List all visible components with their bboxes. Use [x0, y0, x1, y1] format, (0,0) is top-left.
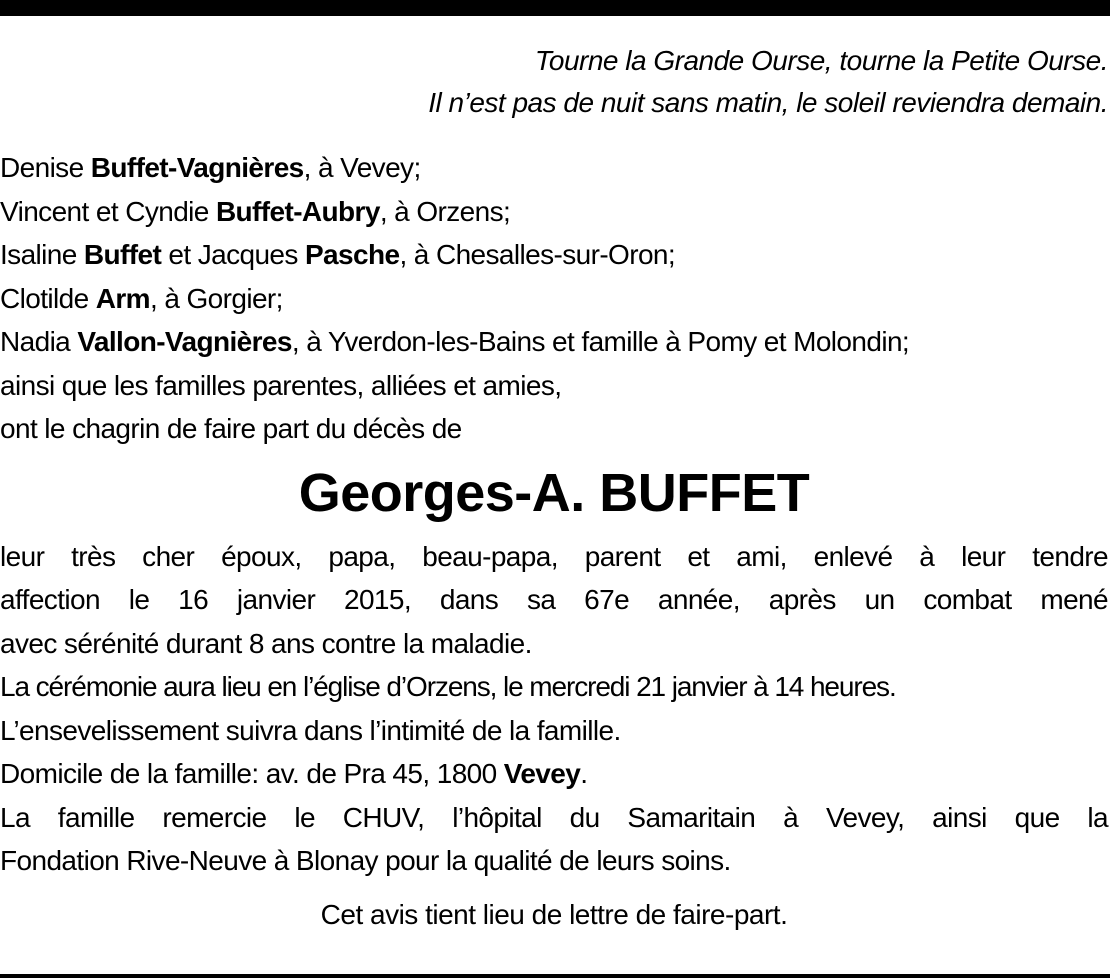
obituary-notice — [0, 40, 1108, 936]
thanks-line-2: Fondation Rive-Neuve à Blonay pour la qualité de leurs soins. — [0, 845, 731, 876]
mourner-line: Vincent et Cyndie Buffet-Aubry, à Orzens; — [0, 195, 511, 227]
epigraph-line-2: Il n’est pas de nuit sans matin, le soleil reviendra demain. — [428, 87, 1108, 118]
description-line-2: affection le 16 janvier 2015, dans sa 67e année, après un combat mené — [0, 584, 1108, 615]
intro-line-1: ainsi que les familles parentes, alliées et amies, — [0, 369, 562, 401]
top-rule — [0, 0, 1110, 16]
epigraph-line-1: Tourne la Grande Ourse, tourne la Petite Ourse. — [534, 45, 1108, 76]
intro-line-2: ont le chagrin de faire part du décès de — [0, 413, 462, 444]
burial-info: L’ensevelissement suivra dans l’intimité de la famille. — [0, 714, 621, 746]
closing-note: Cet avis tient lieu de lettre de faire-part. — [320, 898, 788, 930]
epigraph — [0, 40, 1108, 124]
description-line-1: leur très cher époux, papa, beau-papa, parent et ami, enlevé à leur tendre — [0, 540, 1108, 572]
domicile-info: Domicile de la famille: av. de Pra 45, 1800 Vevey. — [0, 758, 588, 789]
mourner-line: Isaline Buffet et Jacques Pasche, à Chesalles-sur-Oron; — [0, 239, 676, 270]
mourner-line: Denise Buffet-Vagnières, à Vevey; — [0, 152, 421, 183]
notice-body — [0, 535, 1108, 883]
ceremony-info: La cérémonie aura lieu en l’église d’Orzens, le mercredi 21 janvier à 14 heures. — [0, 671, 896, 702]
mourners-list — [0, 146, 1108, 451]
mourner-line: Clotilde Arm, à Gorgier; — [0, 282, 283, 314]
bottom-rule — [0, 974, 1110, 978]
thanks-line-1: La famille remercie le CHUV, l’hôpital du Samaritain à Vevey, ainsi que la — [0, 801, 1108, 833]
description-line-3: avec sérénité durant 8 ans contre la maladie. — [0, 627, 532, 659]
mourner-line: Nadia Vallon-Vagnières, à Yverdon-les-Bains et famille à Pomy et Molondin; — [0, 326, 910, 357]
deceased-name: Georges-A. BUFFET — [298, 462, 810, 523]
